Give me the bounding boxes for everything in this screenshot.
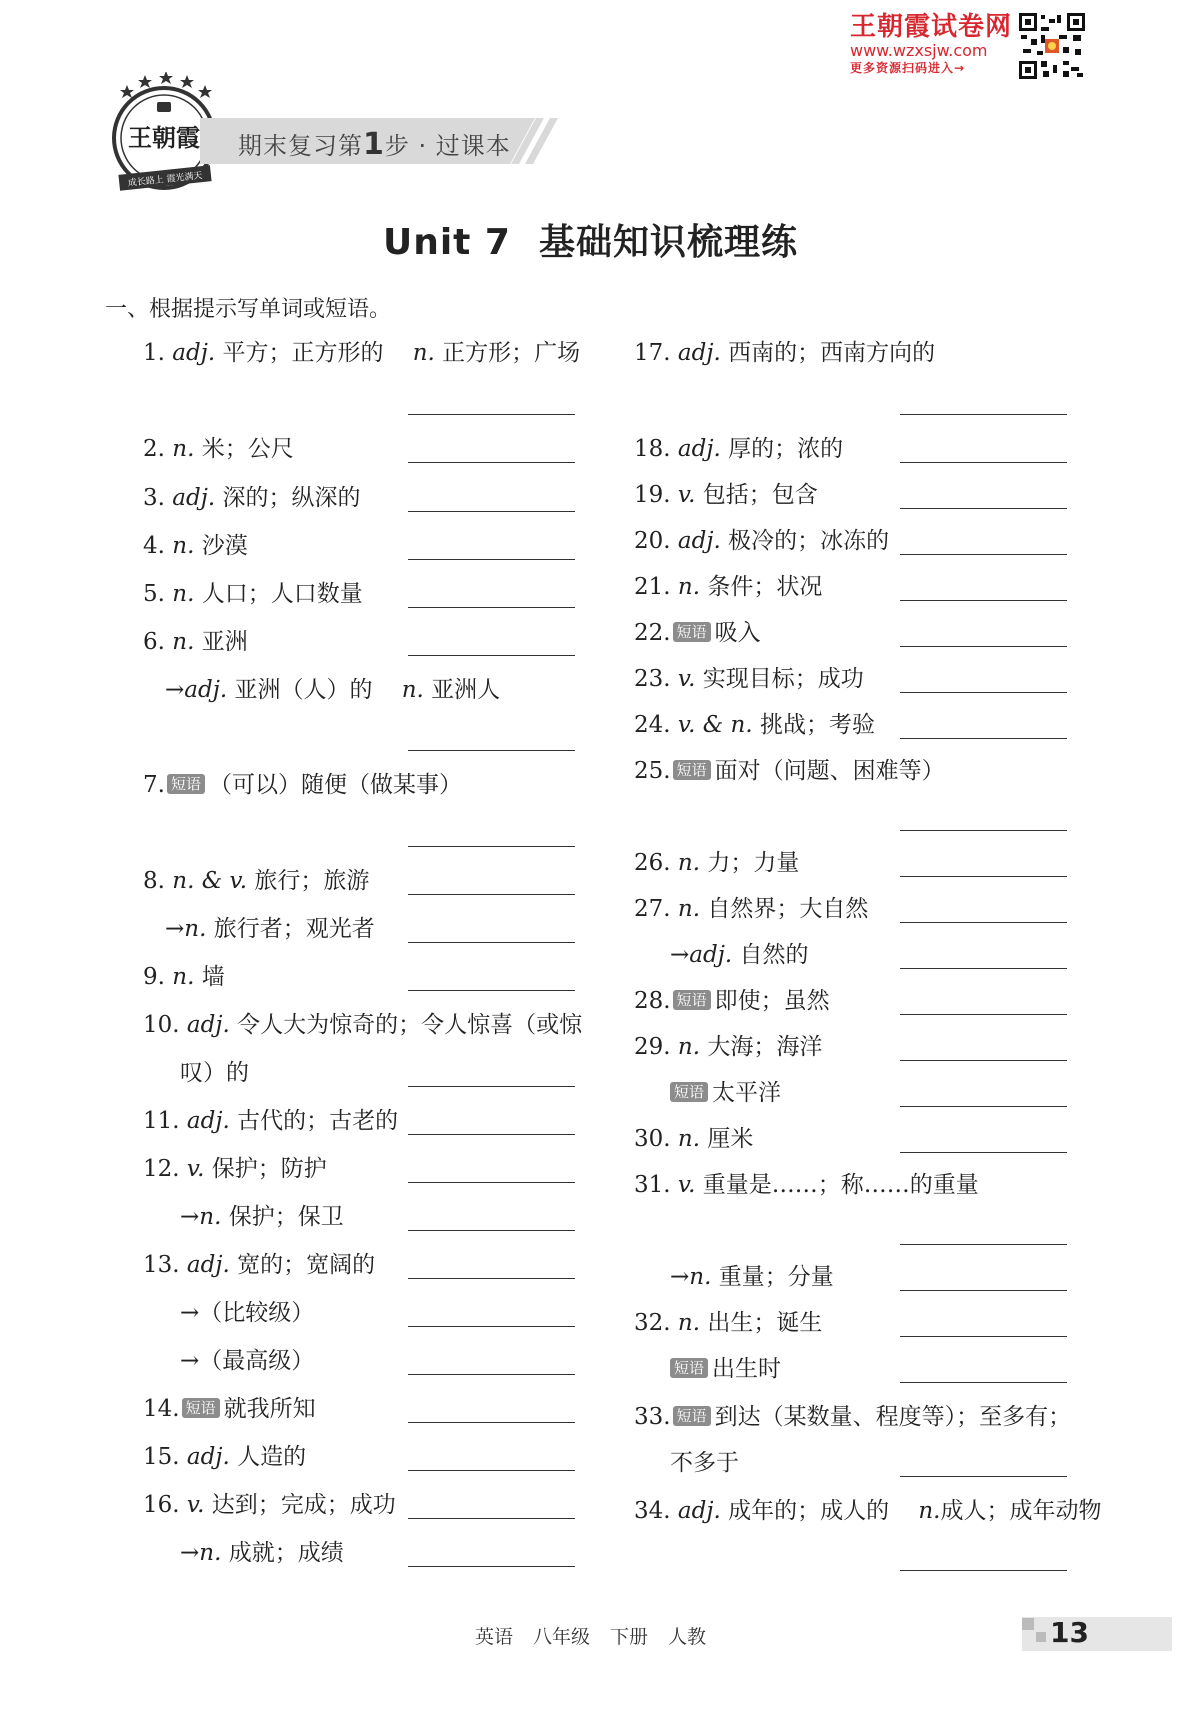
list-item: 19. v. 包括；包含 — [634, 482, 818, 508]
phrase-tag: 短语 — [670, 1358, 708, 1378]
list-item: 9. n. 墙 — [143, 964, 225, 990]
page-decoration — [1022, 1618, 1034, 1630]
answer-blank[interactable] — [408, 894, 575, 895]
answer-blank[interactable] — [408, 1566, 575, 1567]
answer-blank[interactable] — [408, 655, 575, 656]
list-item: 26. n. 力；力量 — [634, 850, 800, 876]
answer-blank[interactable] — [900, 646, 1067, 647]
answer-blank[interactable] — [408, 559, 575, 560]
answer-blank[interactable] — [900, 600, 1067, 601]
list-item: 12. v. 保护；防护 — [143, 1156, 327, 1182]
answer-blank[interactable] — [900, 1476, 1067, 1477]
list-item: →n. 成就；成绩 — [180, 1540, 344, 1566]
svg-text:王朝霞: 王朝霞 — [128, 123, 200, 152]
answer-blank[interactable] — [408, 511, 575, 512]
list-item: 21. n. 条件；状况 — [634, 574, 823, 600]
list-item: →adj. 亚洲（人）的 n. 亚洲人 — [165, 677, 501, 703]
answer-blank[interactable] — [900, 1060, 1067, 1061]
list-item: 8. n. & v. 旅行；旅游 — [143, 868, 370, 894]
answer-blank[interactable] — [408, 750, 575, 751]
phrase-tag: 短语 — [673, 990, 711, 1010]
page-number: 13 — [1050, 1616, 1089, 1649]
answer-blank[interactable] — [408, 1278, 575, 1279]
answer-blank[interactable] — [408, 1230, 575, 1231]
phrase-tag: 短语 — [673, 760, 711, 780]
answer-blank[interactable] — [900, 1106, 1067, 1107]
answer-blank[interactable] — [408, 414, 575, 415]
banner-title: 期末复习第1步 · 过课本 — [238, 127, 511, 162]
answer-blank[interactable] — [900, 1336, 1067, 1337]
phrase-tag: 短语 — [673, 1406, 711, 1426]
footer-info: 英语 八年级 下册 人教 — [474, 1626, 707, 1648]
list-item: 20. adj. 极冷的；冰冻的 — [634, 528, 890, 554]
list-item: 23. v. 实现目标；成功 — [634, 666, 864, 692]
list-item: 短语 出生时 — [668, 1354, 781, 1384]
list-item: 11. adj. 古代的；古老的 — [143, 1108, 399, 1134]
list-item: →n. 保护；保卫 — [180, 1204, 344, 1230]
answer-blank[interactable] — [408, 1086, 575, 1087]
phrase-tag: 短语 — [182, 1398, 220, 1418]
answer-blank[interactable] — [408, 1470, 575, 1471]
list-item: 29. n. 大海；海洋 — [634, 1034, 823, 1060]
list-item: 25. 短语 面对（问题、困难等） — [634, 758, 945, 784]
answer-blank[interactable] — [900, 1290, 1067, 1291]
answer-blank[interactable] — [900, 508, 1067, 509]
answer-blank[interactable] — [900, 1152, 1067, 1153]
answer-blank[interactable] — [408, 1374, 575, 1375]
answer-blank[interactable] — [900, 1382, 1067, 1383]
answer-blank[interactable] — [408, 1134, 575, 1135]
list-item: 30. n. 厘米 — [634, 1126, 754, 1152]
list-item: 18. adj. 厚的；浓的 — [634, 436, 844, 462]
answer-blank[interactable] — [900, 738, 1067, 739]
qr-code-icon[interactable] — [1019, 13, 1085, 79]
list-item: 17. adj. 西南的；西南方向的 — [634, 340, 936, 366]
list-item: 7. 短语 （可以）随便（做某事） — [143, 772, 462, 798]
list-item: 5. n. 人口；人口数量 — [143, 581, 363, 607]
list-item: 28. 短语 即使；虽然 — [634, 988, 830, 1014]
list-item: 10. adj. 令人大为惊奇的；令人惊喜（或惊 — [143, 1012, 583, 1038]
list-item: 24. v. & n. 挑战；考验 — [634, 712, 875, 738]
list-item: 3. adj. 深的；纵深的 — [143, 485, 361, 511]
answer-blank[interactable] — [408, 1518, 575, 1519]
answer-blank[interactable] — [408, 1422, 575, 1423]
list-item: →（比较级） — [180, 1300, 315, 1326]
section-title: 一、根据提示写单词或短语。 — [105, 297, 392, 322]
answer-blank[interactable] — [900, 554, 1067, 555]
answer-blank[interactable] — [408, 1326, 575, 1327]
list-item: 14. 短语 就我所知 — [143, 1396, 316, 1422]
answer-blank[interactable] — [408, 462, 575, 463]
answer-blank[interactable] — [900, 1570, 1067, 1571]
list-item: →n. 旅行者；观光者 — [165, 916, 375, 942]
list-item: 4. n. 沙漠 — [143, 533, 248, 559]
list-item-continuation: 叹）的 — [180, 1060, 249, 1086]
answer-blank[interactable] — [408, 846, 575, 847]
phrase-tag: 短语 — [673, 622, 711, 642]
list-item: →adj. 自然的 — [670, 942, 809, 968]
answer-blank[interactable] — [408, 607, 575, 608]
list-item: 22. 短语 吸入 — [634, 620, 761, 646]
phrase-tag: 短语 — [670, 1082, 708, 1102]
list-item: →（最高级） — [180, 1348, 315, 1374]
answer-blank[interactable] — [900, 968, 1067, 969]
page-title: Unit 7 基础知识梳理练 — [382, 222, 798, 263]
answer-blank[interactable] — [900, 1014, 1067, 1015]
answer-blank[interactable] — [900, 922, 1067, 923]
brand-name: 王朝霞试卷网 — [850, 12, 1013, 42]
list-item: →n. 重量；分量 — [670, 1264, 834, 1290]
list-item: 15. adj. 人造的 — [143, 1444, 307, 1470]
answer-blank[interactable] — [900, 1244, 1067, 1245]
list-item: 34. adj. 成年的；成人的 n.成人；成年动物 — [634, 1498, 1102, 1524]
list-item: 33. 短语 到达（某数量、程度等）；至多有； — [634, 1404, 1072, 1430]
svg-text:成长路上 霞光满天: 成长路上 霞光满天 — [127, 171, 203, 189]
list-item: 16. v. 达到；完成；成功 — [143, 1492, 396, 1518]
list-item: 1. adj. 平方；正方形的 n. 正方形；广场 — [143, 340, 581, 366]
answer-blank[interactable] — [900, 414, 1067, 415]
list-item: 13. adj. 宽的；宽阔的 — [143, 1252, 376, 1278]
answer-blank[interactable] — [900, 692, 1067, 693]
brand-block — [850, 12, 1030, 76]
answer-blank[interactable] — [408, 942, 575, 943]
page-decoration — [1036, 1632, 1046, 1642]
brand-url[interactable]: www.wzxsjw.com — [850, 41, 988, 60]
list-item: 6. n. 亚洲 — [143, 629, 248, 655]
list-item: 31. v. 重量是……；称……的重量 — [634, 1172, 979, 1198]
answer-blank[interactable] — [408, 990, 575, 991]
answer-blank[interactable] — [900, 876, 1067, 877]
answer-blank[interactable] — [408, 1182, 575, 1183]
list-item: 32. n. 出生；诞生 — [634, 1310, 823, 1336]
answer-blank[interactable] — [900, 830, 1067, 831]
list-item-continuation: 不多于 — [670, 1450, 739, 1476]
list-item: 2. n. 米；公尺 — [143, 436, 294, 462]
brand-scan-text: 更多资源扫码进入→ — [850, 61, 966, 75]
answer-blank[interactable] — [900, 462, 1067, 463]
list-item: 27. n. 自然界；大自然 — [634, 896, 869, 922]
phrase-tag: 短语 — [167, 774, 205, 794]
list-item: 短语 太平洋 — [668, 1078, 781, 1108]
